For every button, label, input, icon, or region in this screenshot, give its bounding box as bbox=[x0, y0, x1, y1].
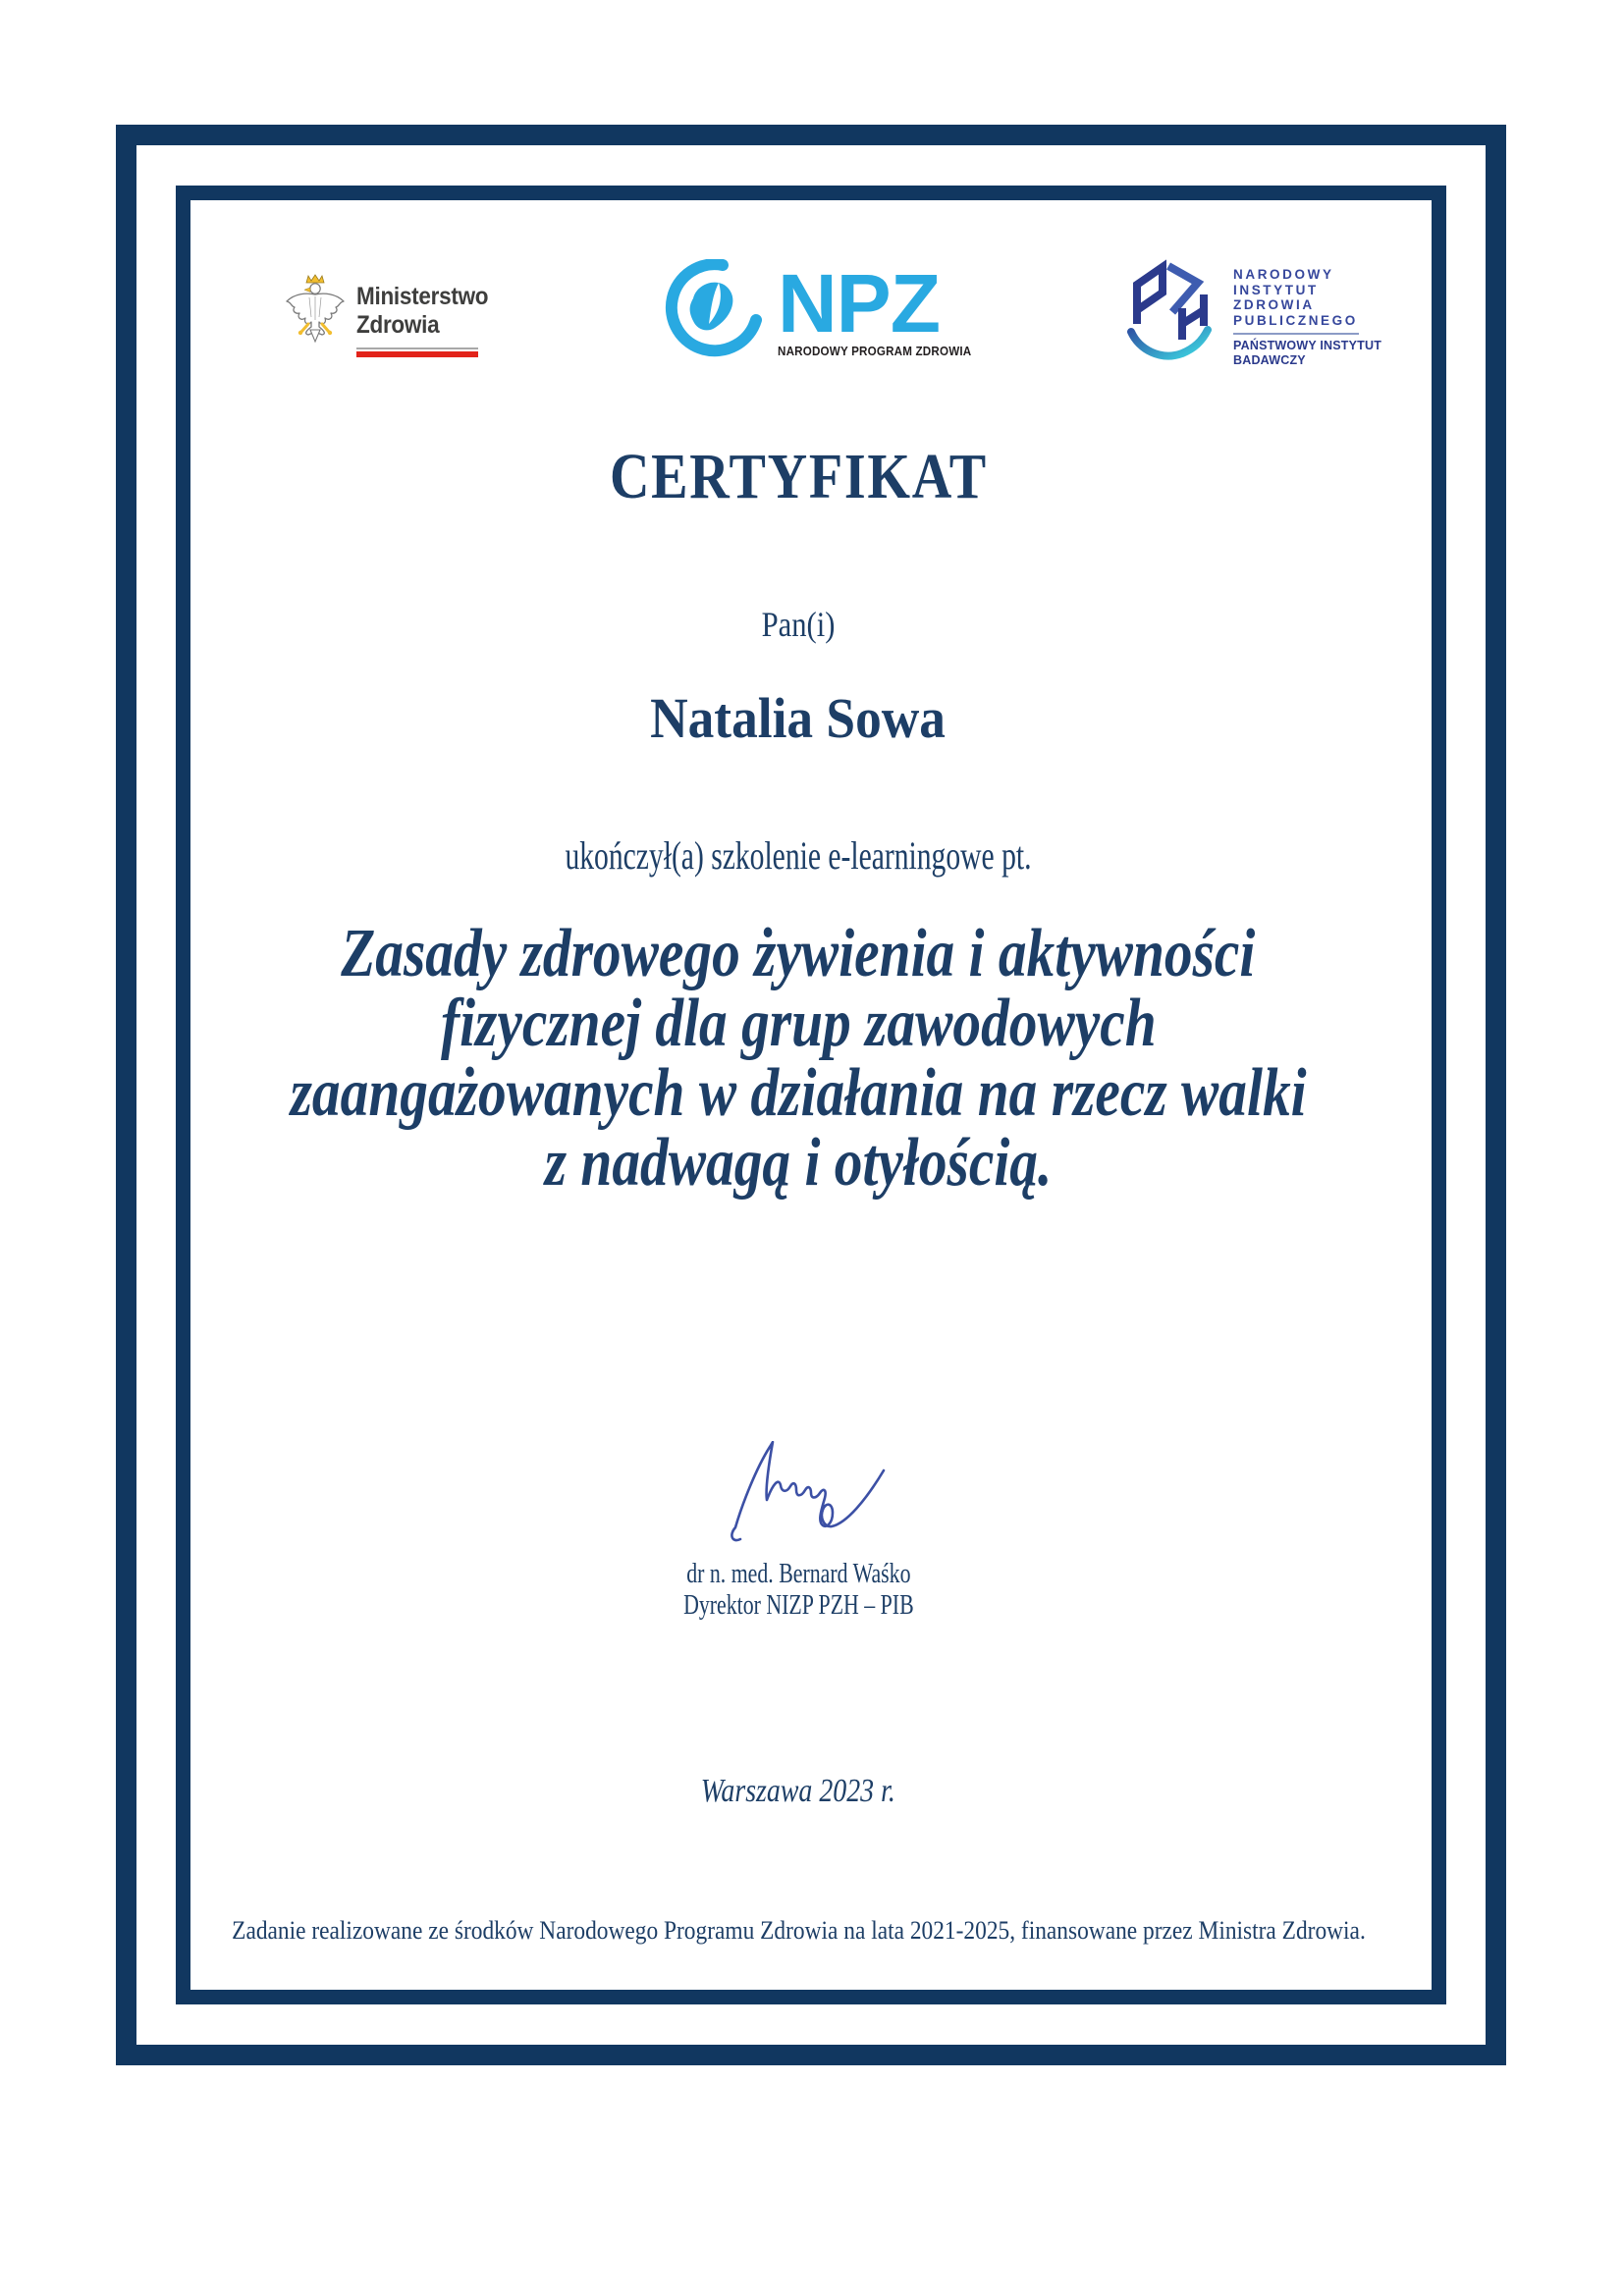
pzh-divider-line bbox=[1233, 333, 1359, 335]
ministry-name-line1: Ministerstwo bbox=[356, 283, 489, 310]
course-title-line: z nadwagą i otyłością. bbox=[544, 1125, 1053, 1201]
pzh-subtitle-line2: BADAWCZY bbox=[1233, 352, 1306, 367]
certificate-title: CERTYFIKAT bbox=[609, 441, 988, 512]
signer-block bbox=[157, 1559, 1439, 1622]
npz-logo-text bbox=[778, 259, 986, 358]
polish-eagle-icon bbox=[283, 273, 348, 346]
signature bbox=[727, 1441, 899, 1563]
pzh-logo bbox=[1117, 253, 1381, 367]
course-title bbox=[157, 916, 1439, 1201]
flag-white-stripe bbox=[356, 347, 478, 349]
npz-logo bbox=[660, 259, 986, 361]
course-title-line: fizycznej dla grup zawodowych bbox=[440, 986, 1157, 1061]
pzh-subtitle-line1: PAŃSTWOWY INSTYTUT bbox=[1233, 339, 1382, 352]
recipient-name: Natalia Sowa bbox=[650, 686, 947, 750]
ministry-of-health-logo bbox=[283, 273, 503, 357]
pzh-name-line1: NARODOWY bbox=[1233, 267, 1334, 282]
completion-text: ukończył(a) szkolenie e-learningowe pt. bbox=[565, 833, 1032, 878]
flag-underline bbox=[356, 347, 478, 357]
signer-name: dr n. med. Bernard Waśko bbox=[685, 1559, 911, 1589]
npz-heart-icon bbox=[660, 259, 762, 361]
pzh-name-line3: ZDROWIA bbox=[1233, 297, 1315, 312]
handwritten-signature-icon bbox=[727, 1441, 899, 1563]
funding-footer: Zadanie realizowane ze środków Narodowego Programu Zdrowia na lata 2021-2025, finansowane przez Ministra Zdrowia. bbox=[231, 1916, 1366, 1945]
ministry-logo-text bbox=[356, 273, 503, 357]
salutation: Pan(i) bbox=[761, 605, 836, 644]
pzh-name-line2: INSTYTUT bbox=[1233, 282, 1319, 297]
flag-red-stripe bbox=[356, 351, 478, 357]
npz-caption: NARODOWY PROGRAM ZDROWIA bbox=[778, 345, 972, 358]
signer-title: Dyrektor NIZP PZH – PIB bbox=[682, 1590, 914, 1621]
pzh-monogram-icon bbox=[1117, 253, 1219, 363]
pzh-name-line4: PUBLICZNEGO bbox=[1233, 312, 1358, 328]
course-title-line: Zasady zdrowego żywienia i aktywności bbox=[341, 916, 1256, 991]
course-title-line: zaangażowanych w działania na rzecz walki bbox=[290, 1055, 1307, 1131]
pzh-logo-text bbox=[1233, 253, 1381, 367]
ministry-name-line2: Zdrowia bbox=[356, 311, 440, 339]
npz-abbreviation: NPZ bbox=[778, 257, 940, 349]
place-and-date: Warszawa 2023 r. bbox=[700, 1773, 896, 1809]
